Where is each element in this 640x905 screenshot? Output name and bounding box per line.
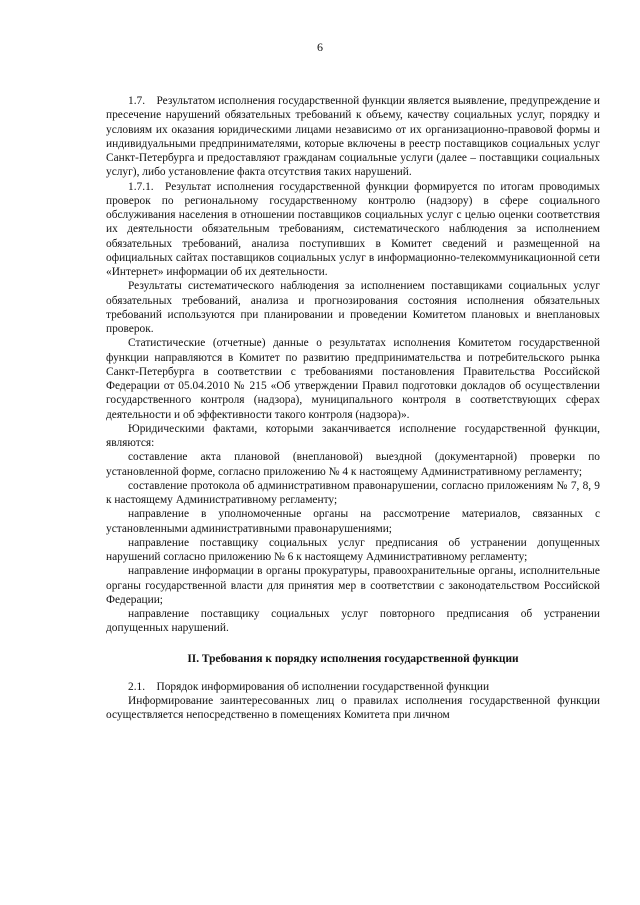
list-item-protocol: составление протокола об административном правонарушении, согласно приложениям № 7, 8, 9 к настоящему Административному регламенту; xyxy=(106,479,600,506)
paragraph-legal-facts-intro: Юридическими фактами, которыми заканчивается исполнение государственной функции, являются: xyxy=(106,422,600,449)
list-item-inspection-act: составление акта плановой (внеплановой) выездной (документарной) проверки по установленной форме, согласно приложению № 4 к настоящему Административному регламенту; xyxy=(106,451,600,478)
body-text xyxy=(106,94,600,723)
paragraph-2-1: 2.1. Порядок информирования об исполнении государственной функции xyxy=(128,680,490,693)
paragraph-informing: Информирование заинтересованных лиц о правилах исполнения государственной функции осуществляется непосредственно в помещениях Комитета при личном xyxy=(106,695,600,722)
section-heading: II. Требования к порядку исполнения государственной функции xyxy=(187,652,519,665)
list-item-repeat-order: направление поставщику социальных услуг повторного предписания об устранении допущенных нарушений. xyxy=(106,608,600,635)
list-item-information: направление информации в органы прокуратуры, правоохранительные органы, исполнительные органы государственной власти для принятия мер в соответствии с законодательством Российской Федерации; xyxy=(106,565,600,606)
page-number: 6 xyxy=(317,40,323,54)
list-item-order: направление поставщику социальных услуг предписания об устранении допущенных нарушений согласно приложению № 6 к настоящему Административному регламенту; xyxy=(106,536,600,563)
paragraph-results-usage: Результаты систематического наблюдения за исполнением поставщиками социальных услуг обязательных требований, анализа и прогнозирования состояния исполнения обязательных требований используются при планировании и проведении Комитетом плановых и внеплановых проверок. xyxy=(106,280,600,335)
paragraph-1-7-1: 1.7.1. Результат исполнения государственной функции формируется по итогам проводимых проверок по региональному государственному контролю (надзору) в сфере социального обслуживания населения в отношении поставщиков социальных услуг с целью оценки соответствия их деятельности обязательным требованиям, систематического наблюдения за исполнением обязательных требований, анализа поступивших в Комитет сведений и размещенной на официальных сайтах поставщиков социальных услуг в информационно-телекоммуникационной сети «Интернет» информации об их деятельности. xyxy=(106,180,600,278)
paragraph-1-7: 1.7. Результатом исполнения государственной функции является выявление, предупреждение и пресечение нарушений обязательных требований к объему, качеству социальных услуг, порядку и условиям их оказания юридическими лицами независимо от их организационно-правовой формы и индивидуальными предпринимателями, которые включены в реестр поставщиков социальных услуг Санкт-Петербурга и предоставляют гражданам социальные услуги (далее – поставщики социальных услуг), либо установление факта отсутствия таких нарушений. xyxy=(106,95,600,179)
list-item-materials: направление в уполномоченные органы на рассмотрение материалов, связанных с установленными административными правонарушениями; xyxy=(106,508,600,535)
paragraph-statistics: Статистические (отчетные) данные о результатах исполнения Комитетом государственной функции направляются в Комитет по развитию предпринимательства и потребительского рынка Санкт-Петербурга в соответствии с требованиями постановления Правительства Российской Федерации от 05.04.2010 № 215 «Об утверждении Правил подготовки докладов об осуществлении государственного контроля (надзора), муниципального контроля в соответствующих сферах деятельности и об эффективности такого контроля (надзора)». xyxy=(106,337,600,421)
